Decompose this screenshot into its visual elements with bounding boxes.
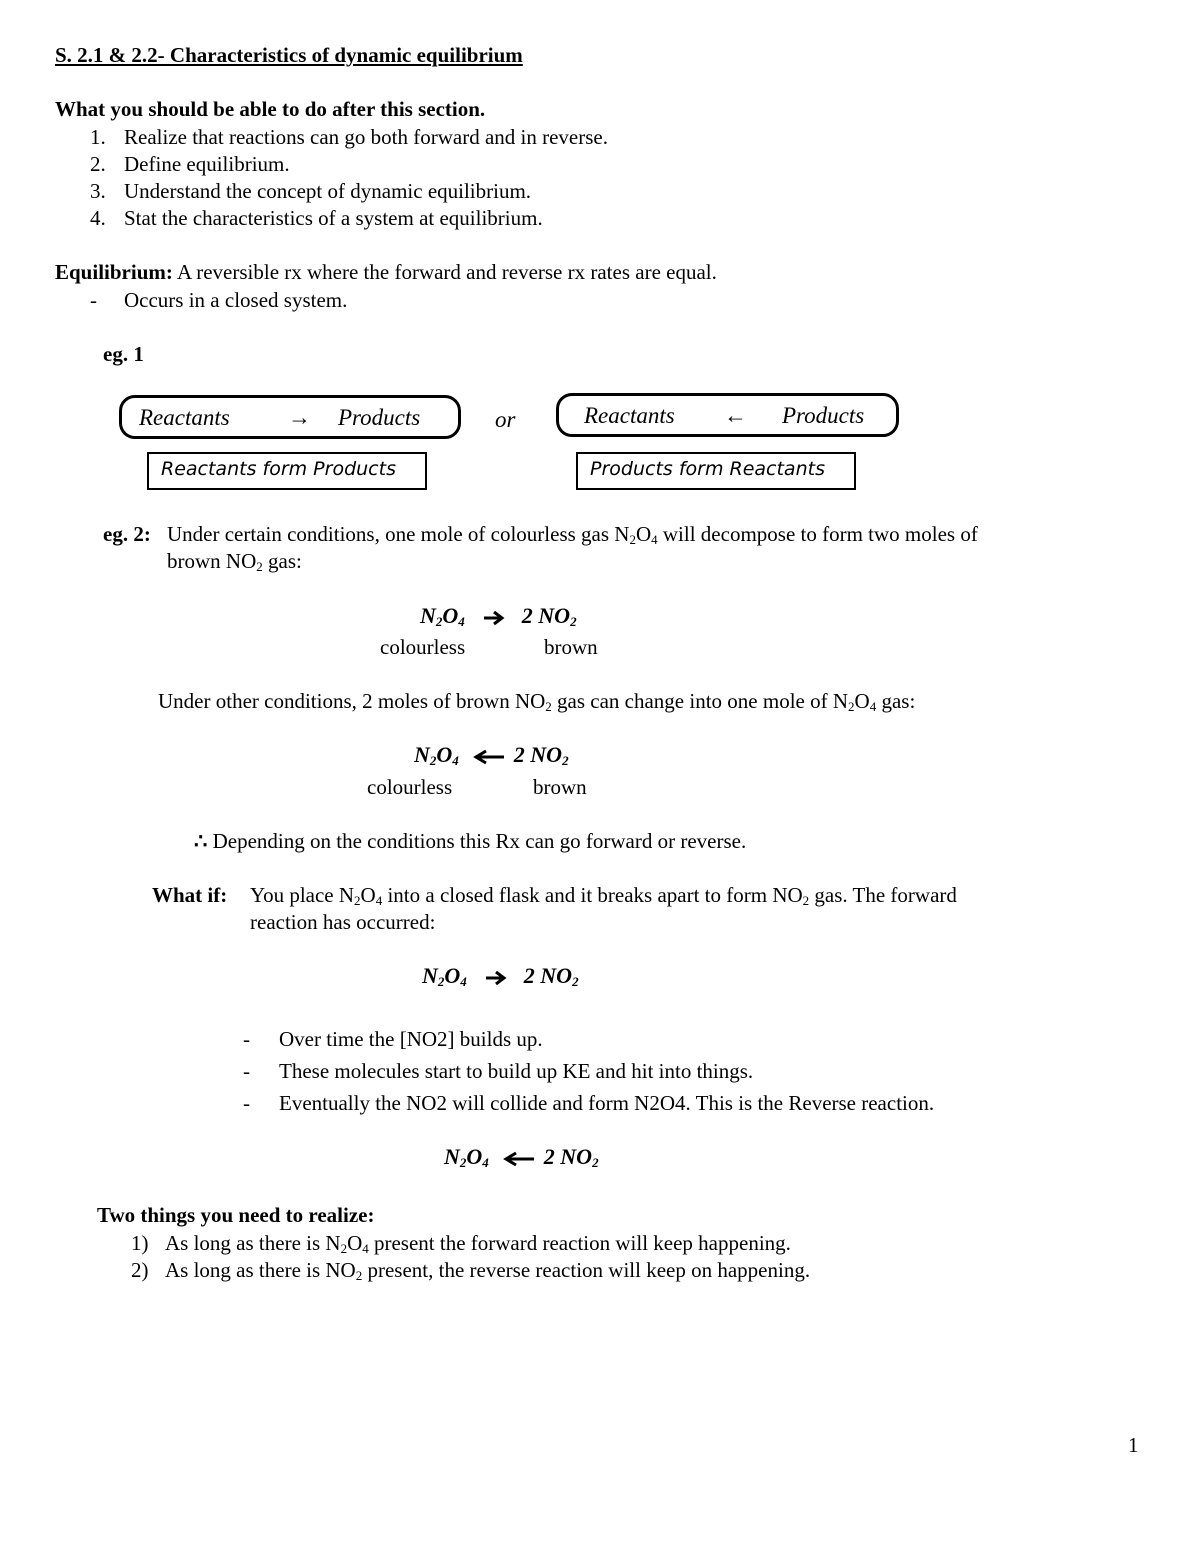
whatif-text-line2: reaction has occurred: bbox=[250, 910, 436, 934]
forward-equation: $N_2O_4$ 2 $NO_2$ bbox=[420, 603, 577, 629]
brown-label: brown bbox=[533, 775, 587, 799]
or-label: or bbox=[495, 407, 516, 432]
page-number: 1 bbox=[1128, 1433, 1139, 1457]
reverse-arrow-icon: ← bbox=[724, 403, 747, 428]
reverse-equation: $N_2O_4$ 2 $NO_2$ bbox=[414, 742, 569, 768]
reverse-reaction-box bbox=[556, 393, 899, 437]
other-conditions-text: Under other conditions, 2 moles of brown $NO_2$ gas can change into one mole of $N_2O_4$ gas: bbox=[158, 689, 916, 714]
reverse-equation: $N_2O_4$ 2 $NO_2$ bbox=[444, 1144, 599, 1170]
forward-reaction-box bbox=[119, 395, 461, 439]
forward-arrow-icon: → bbox=[288, 405, 311, 430]
colourless-label: colourless bbox=[380, 635, 466, 659]
reactants-label: Reactants bbox=[584, 403, 675, 428]
whatif-bullet: - Eventually the NO2 will collide and form N2O4. This is the Reverse reaction. bbox=[243, 1091, 935, 1115]
eg2-text-line1: Under certain conditions, one mole of colourless gas $N_2O_4$ will decompose to form two moles of bbox=[167, 522, 978, 547]
page-title: S. 2.1 & 2.2- Characteristics of dynamic equilibrium bbox=[55, 43, 523, 67]
objective-item: 3. Understand the concept of dynamic equilibrium. bbox=[90, 179, 532, 203]
equilibrium-definition: Equilibrium: A reversible rx where the forward and reverse rx rates are equal. bbox=[55, 260, 717, 284]
eg2-text-line2: brown $NO_2$ gas: bbox=[167, 549, 302, 574]
objective-item: 4. Stat the characteristics of a system at equilibrium. bbox=[90, 206, 543, 230]
whatif-label: What if: bbox=[152, 883, 228, 907]
forward-arrow-icon bbox=[482, 610, 510, 626]
forward-arrow-icon bbox=[484, 970, 512, 986]
reactants-label: Reactants bbox=[139, 405, 230, 430]
whatif-bullet: - These molecules start to build up KE and hit into things. bbox=[243, 1059, 754, 1083]
objectives-heading: What you should be able to do after this section. bbox=[55, 97, 486, 121]
reverse-arrow-icon bbox=[472, 749, 506, 765]
definition-bullet: - Occurs in a closed system. bbox=[90, 288, 348, 312]
whatif-text-line1: You place $N_2O_4$ into a closed flask and it breaks apart to form $NO_2$ gas. The forward bbox=[250, 883, 957, 908]
eg1-label: eg. 1 bbox=[103, 342, 144, 366]
realize-item: 2) As long as there is $NO_2$ present, the reverse reaction will keep on happening. bbox=[131, 1258, 811, 1283]
therefore-statement: ∴ Depending on the conditions this Rx can go forward or reverse. bbox=[194, 829, 747, 853]
objective-item: 2. Define equilibrium. bbox=[90, 152, 290, 176]
colourless-label: colourless bbox=[367, 775, 453, 799]
forward-caption-box: Reactants form Products bbox=[147, 452, 427, 490]
objective-item: 1. Realize that reactions can go both forward and in reverse. bbox=[90, 125, 608, 149]
reverse-arrow-icon bbox=[502, 1151, 536, 1167]
forward-equation: $N_2O_4$ 2 $NO_2$ bbox=[422, 963, 579, 989]
products-label: Products bbox=[338, 405, 421, 430]
products-label: Products bbox=[782, 403, 865, 428]
whatif-bullet: - Over time the [NO2] builds up. bbox=[243, 1027, 543, 1051]
brown-label: brown bbox=[544, 635, 598, 659]
eg2-label: eg. 2: bbox=[103, 522, 151, 546]
realize-item: 1) As long as there is $N_2O_4$ present the forward reaction will keep happening. bbox=[131, 1231, 791, 1256]
therefore-icon: ∴ bbox=[194, 829, 208, 853]
realize-heading: Two things you need to realize: bbox=[97, 1203, 375, 1227]
reverse-caption-box: Products form Reactants bbox=[576, 452, 856, 490]
